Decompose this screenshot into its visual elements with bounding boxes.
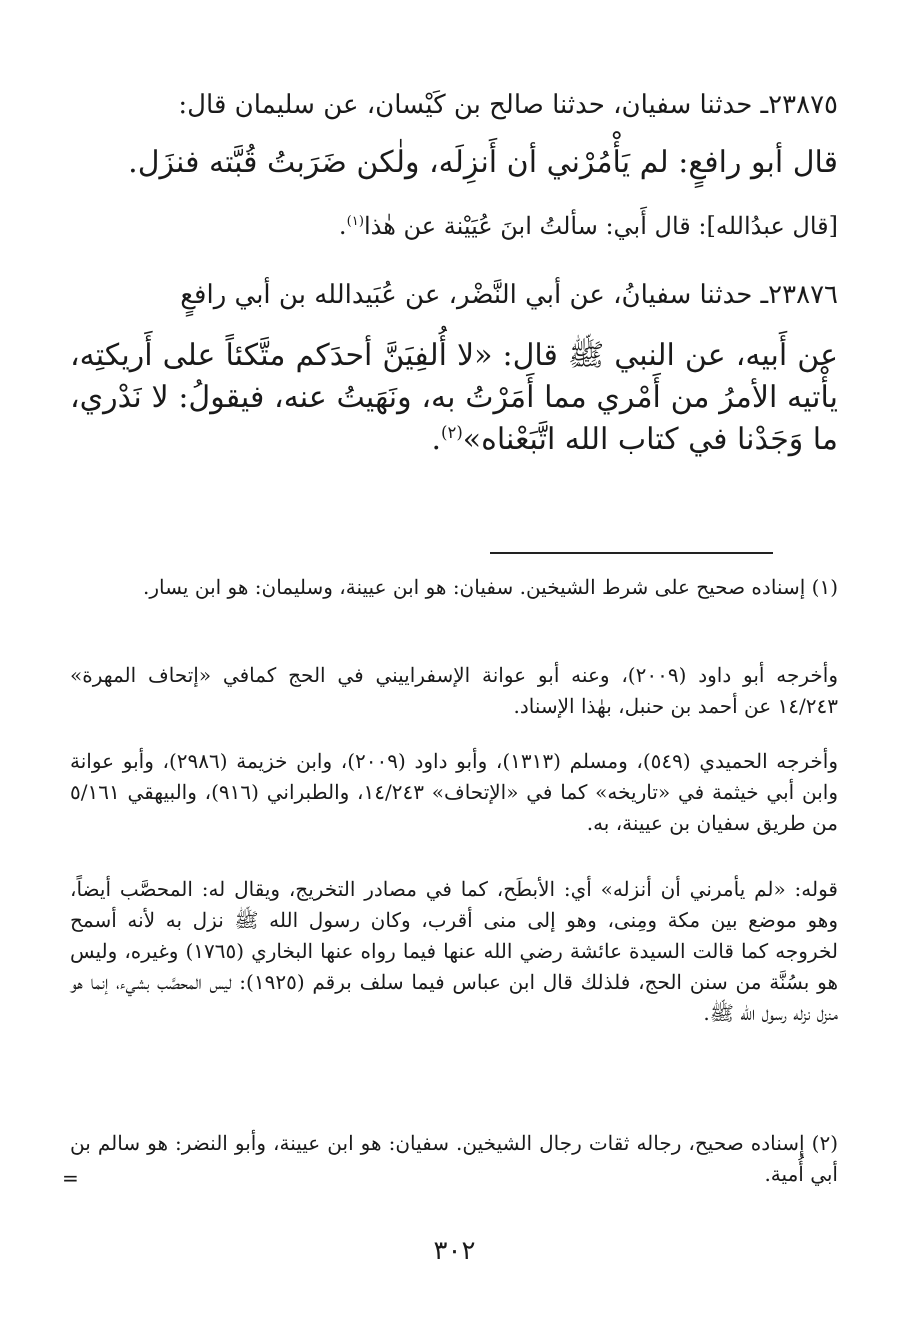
hadith-23875-note: [قال عبدُالله]: قال أَبي: سألتُ ابنَ عُيَيْنة عن هٰذا$^{(١)}$. bbox=[338, 212, 838, 240]
isnad-text: ٢٣٨٧٥ـ حدثنا سفيان، حدثنا صالح بن كَيْسان، عن سليمان قال: bbox=[178, 90, 838, 120]
footnote-ref-2[interactable]: (٢) bbox=[441, 423, 463, 442]
footnote-2-para-1: (٢) إسناده صحيح، رجاله ثقات رجال الشيخين. سفيان: هو ابن عيينة، وأبو النضر: هو سالم بن أبي أُمية. bbox=[70, 1131, 838, 1186]
hadith-23876-matn: عن أَبيه، عن النبي ﷺ قال: «لا أُلفِيَنَّ أحدَكم متَّكئاً على أَريكتِه، يأْتيه الأمرُ من أَمْري مما أَمَرْتُ به، ونَهَيتُ عنه، فيقولُ: لا نَدْري، ما وَجَدْنا في كتاب الله اتَّبَعْناه»$^{(٢)}$. bbox=[70, 338, 838, 457]
footnote-1-para-3: وأخرجه الحميدي (٥٤٩)، ومسلم (١٣١٣)، وأبو داود (٢٠٠٩)، وابن خزيمة (٢٩٨٦)، وأبو عوانة وابن أبي خيثمة في «تاريخه» كما في «الإتحاف» ١٤/٢٤٣، والطبراني (٩١٦)، والبيهقي ٥/١٦١ من طريق سفيان بن عيينة، به. bbox=[70, 749, 839, 835]
footnote-separator bbox=[490, 552, 773, 554]
hadith-23875-matn bbox=[70, 143, 838, 183]
footnote-1-para-2: وأخرجه أبو داود (٢٠٠٩)، وعنه أبو عوانة الإسفراييني في الحج كمافي «إتحاف المهرة» ١٤/٢٤٣ عن أحمد بن حنبل، بهٰذا الإسناد. bbox=[70, 663, 838, 718]
footnote-ref-1[interactable]: (١) bbox=[346, 214, 364, 229]
matn-text: قال أبو رافعٍ: لم يَأْمُرْني أن أَنزِلَه، ولٰكن ضَرَبتُ قُبَّته فنزَل. bbox=[128, 145, 838, 180]
note-text: [قال عبدُالله]: قال أَبي: سألتُ ابنَ عُيَيْنة عن هٰذا bbox=[363, 212, 838, 240]
matn-text: عن أَبيه، عن النبي ﷺ قال: «لا أُلفِيَنَّ أحدَكم متَّكئاً على أَريكتِه، يأْتيه الأمرُ من أَمْري مما أَمَرْتُ به، ونَهَيتُ عنه، فيقولُ: لا نَدْري، ما وَجَدْنا في كتاب الله اتَّبَعْناه» bbox=[70, 338, 838, 457]
footnote-1-para-1: (١) إسناده صحيح على شرط الشيخين. سفيان: هو ابن عيينة، وسليمان: هو ابن يسار. bbox=[142, 575, 838, 599]
continuation-mark: = bbox=[62, 1166, 79, 1190]
footnote-1-para-4: قوله: «لم يأمرني أن أنزله» أي: الأبطَح، كما في مصادر التخريج، ويقال له: المحصَّب أيضاً، وهو موضع بين مكة ومِنى، وهو إلى منى أقرب، وكان رسول الله ﷺ نزل به لأنه أسمح لخروجه كما قالت السيدة عائشة رضي الله عنها فيما رواه عنها البخاري (١٧٦٥) وغيره، وليس هو بسُنَّة من سنن الحج، فلذلك قال ابن عباس فيما سلف برقم (١٩٢٥): ليس المحصَّب بشيء، إنما هو منزل نزله رسول الله ﷺ. bbox=[70, 877, 838, 1025]
page-number: ٣٠٢ bbox=[433, 1236, 476, 1266]
hadith-23876-isnad bbox=[70, 278, 838, 312]
hadith-23875-isnad bbox=[70, 88, 838, 122]
isnad-text: ٢٣٨٧٦ـ حدثنا سفيانُ، عن أبي النَّضْر، عن عُبَيدالله بن أبي رافعٍ bbox=[180, 280, 838, 310]
